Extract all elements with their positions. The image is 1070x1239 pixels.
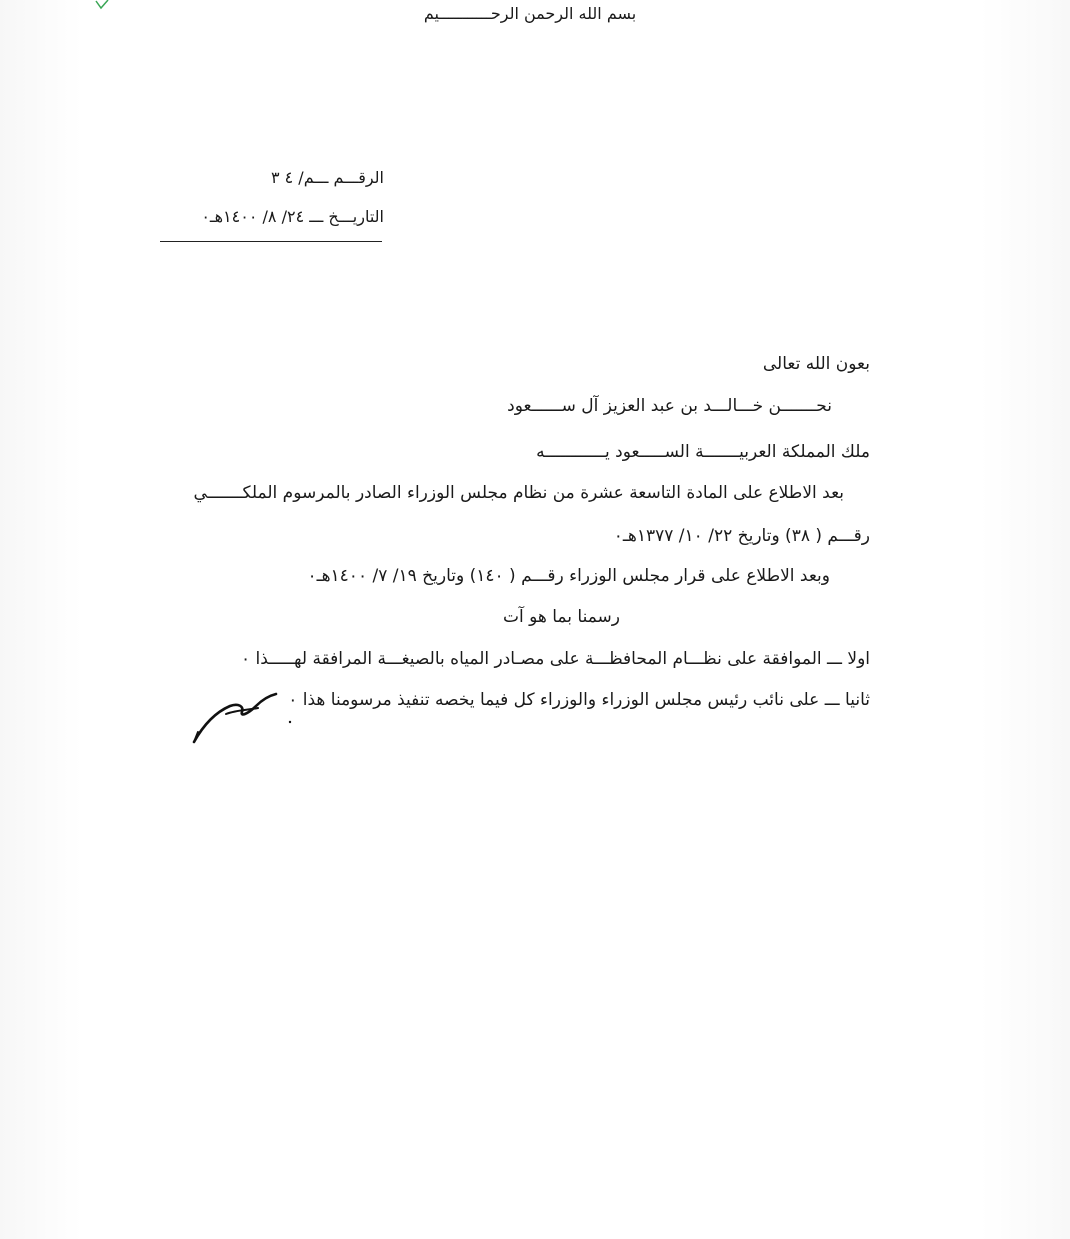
scan-edge-right — [980, 0, 1070, 1239]
article-second: ثانيا ـــ على نائب رئيس مجلس الوزراء والوزراء كل فيما يخصه تنفيذ مرسومنا هذا ٠ — [288, 690, 870, 710]
preamble-paragraph-line-2: رقـــم ( ٣٨) وتاريخ ٢٢/ ١٠/ ١٣٧٧هـ٠ — [613, 526, 870, 546]
handwritten-signature — [186, 684, 296, 746]
king-name-line: نحـــــــن خـــالـــد بن عبد العزيز آل ســــــعود — [507, 396, 832, 416]
scan-edge-left — [0, 0, 82, 1239]
decree-statement: رسمنا بما هو آت — [502, 607, 620, 627]
article-first: اولا ـــ الموافقة على نظـــام المحافظـــة على مصـادر المياه بالصيغـــة المرافقة لهـــــذا ٠ — [240, 649, 870, 669]
preamble-paragraph-line-1: بعد الاطلاع على المادة التاسعة عشرة من نظام مجلس الوزراء الصادر بالمرسوم الملكـــــــي — [193, 483, 844, 503]
reference-underline — [160, 241, 382, 242]
reference-date: التاريـــخ ـــ ٢٤/ ٨/ ١٤٠٠هـ٠ — [201, 207, 384, 226]
basmala-header: بسم الله الرحمن الرحـــــــــــيم — [423, 4, 637, 23]
cabinet-decision-line: وبعد الاطلاع على قرار مجلس الوزراء رقـــم ( ١٤٠) وتاريخ ١٩/ ٧/ ١٤٠٠هـ٠ — [307, 566, 830, 586]
green-corner-mark — [94, 0, 110, 10]
reference-number: الرقـــم ـــم/ ٤ ٣ — [270, 168, 384, 187]
invocation-line: بعون الله تعالى — [762, 354, 870, 374]
king-title-line: ملك المملكة العربيـــــــة الســـــعود يــــــــــــه — [536, 442, 870, 462]
